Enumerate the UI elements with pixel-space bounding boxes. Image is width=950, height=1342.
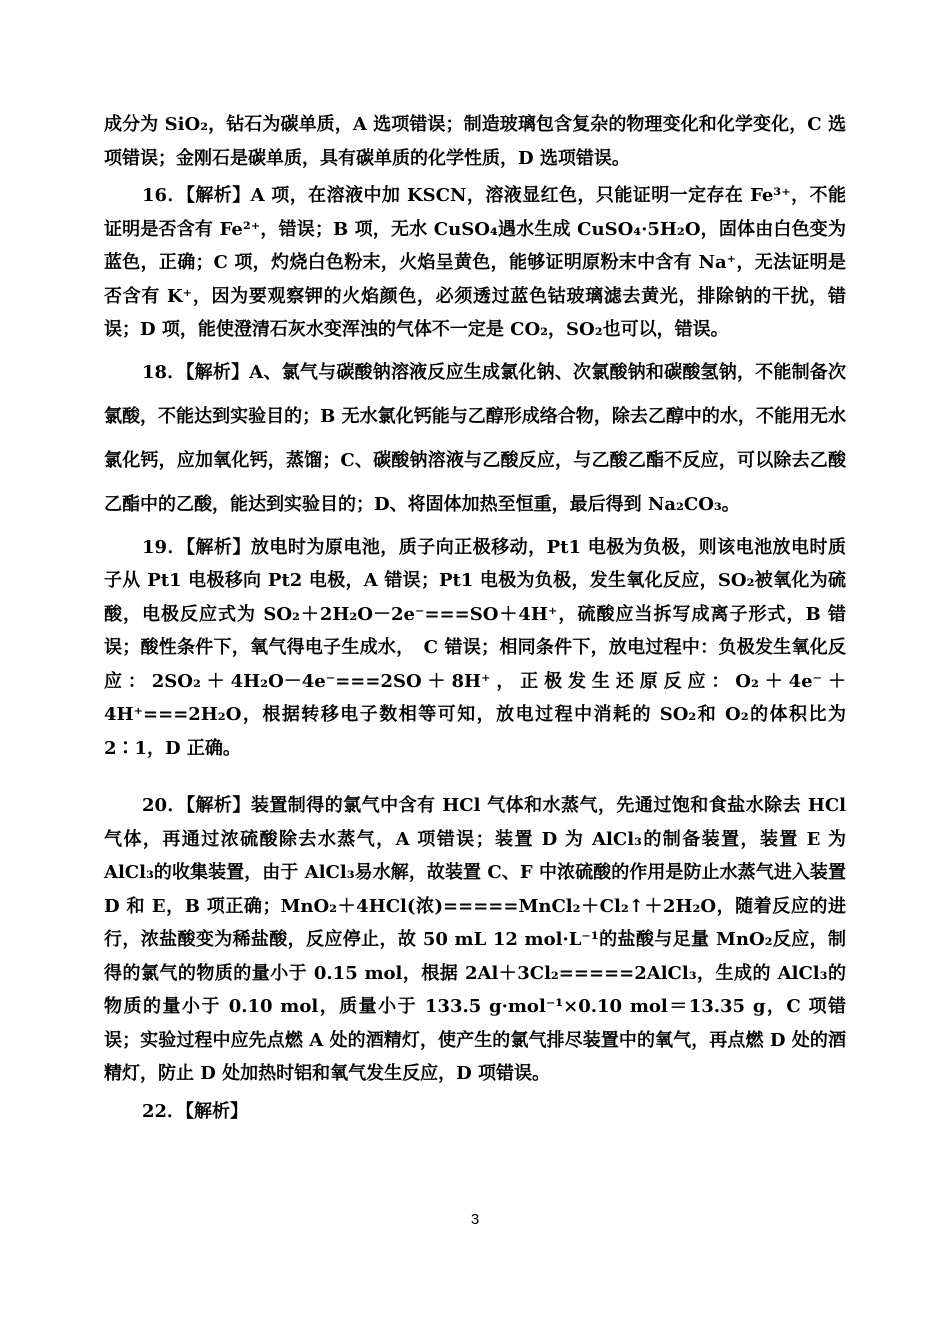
paragraph-question-16: 16．【解析】A 项，在溶液中加 KSCN，溶液显红色，只能证明一定存在 Fe³⁺，不能证明是否含有 Fe²⁺，错误；B 项，无水 CuSO₄遇水生成 CuSO₄·5H₂O，固体由白色变为蓝色，正确；C 项，灼烧白色粉末，火焰呈黄色，能够证明原粉末中含有 Na⁺，无法证明是否含有 K⁺，因为要观察钾的火焰颜色，必须透过蓝色钴玻璃滤去黄光，排除钠的干扰，错误；D 项，能使澄清石灰水变浑浊的气体不一定是 CO₂，SO₂也可以，错误。 xyxy=(104,185,846,340)
paragraph-question-19: 19．【解析】放电时为原电池，质子向正极移动，Pt1 电极为负极，则该电池放电时质子从 Pt1 电极移向 Pt2 电极，A 错误；Pt1 电极为负极，发生氧化反应，SO₂被氧化为硫酸，电极反应式为 SO₂＋2H₂O－2e⁻===SO＋4H⁺，硫酸应当拆写成离子形式，B 错误；酸性条件下，氧气得电子生成水， C 错误；相同条件下，放电过程中：负极发生氧化反应：2SO₂＋4H₂O－4e⁻===2SO＋8H⁺，正极发生还原反应：O₂＋4e⁻＋4H⁺===2H₂O，根据转移电子数相等可知，放电过程中消耗的 SO₂和 O₂的体积比为 2∶1，D 正确。 xyxy=(104,536,846,759)
answer-explanations xyxy=(104,108,846,1128)
page-number: 3 xyxy=(470,1211,480,1228)
paragraph-question-18: 18．【解析】A、氯气与碳酸钠溶液反应生成氯化钠、次氯酸钠和碳酸氢钠，不能制备次氯酸，不能达到实验目的；B 无水氯化钙能与乙醇形成络合物，除去乙醇中的水，不能用无水氯化钙，应加氧化钙，蒸馏；C、碳酸钠溶液与乙酸反应，与乙酸乙酯不反应，可以除去乙酸乙酯中的乙酸，能达到实验目的；D、将固体加热至恒重，最后得到 Na₂CO₃。 xyxy=(104,361,846,515)
paragraph-question-22: 22．【解析】 xyxy=(142,1100,249,1122)
paragraph-question-20: 20．【解析】装置制得的氯气中含有 HCl 气体和水蒸气，先通过饱和食盐水除去 HCl 气体，再通过浓硫酸除去水蒸气，A 项错误；装置 D 为 AlCl₃的制备装置，装置 E 为 AlCl₃的收集装置，由于 AlCl₃易水解，故装置 C、F 中浓硫酸的作用是防止水蒸气进入装置 D 和 E，B 项正确；MnO₂＋4HCl(浓)=====MnCl₂＋Cl₂↑＋2H₂O，随着反应的进行，浓盐酸变为稀盐酸，反应停止，故 50 mL 12 mol·L⁻¹的盐酸与足量 MnO₂反应，制得的氯气的物质的量小于 0.15 mol，根据 2Al＋3Cl₂=====2AlCl₃，生成的 AlCl₃的物质的量小于 0.10 mol，质量小于 133.5 g·mol⁻¹×0.10 mol＝13.35 g，C 项错误；实验过程中应先点燃 A 处的酒精灯，使产生的氯气排尽装置中的氧气，再点燃 D 处的酒精灯，防止 D 处加热时铝和氧气发生反应，D 项错误。 xyxy=(104,795,846,1084)
paragraph-intro: 成分为 SiO₂，钻石为碳单质，A 选项错误；制造玻璃包含复杂的物理变化和化学变化，C 选项错误；金刚石是碳单质，具有碳单质的化学性质，D 选项错误。 xyxy=(104,114,846,169)
